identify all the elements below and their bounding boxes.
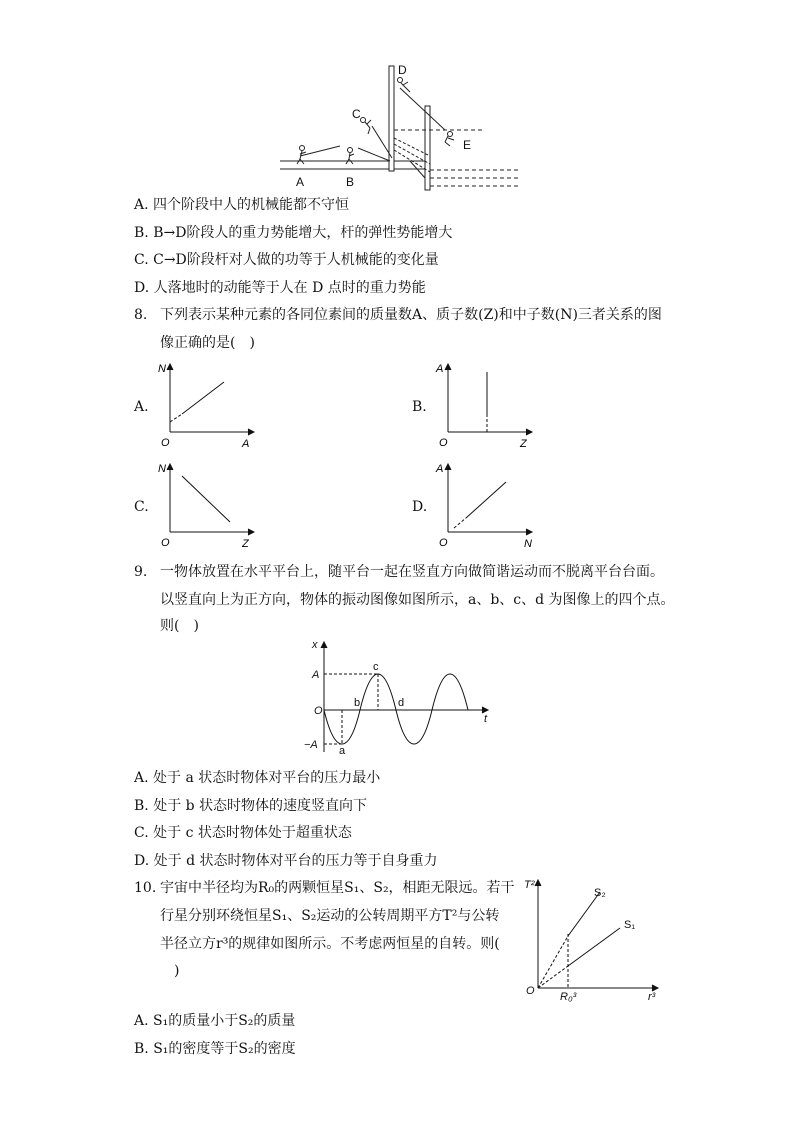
q8-graph-c-x: Z [242,538,249,550]
q8-graph-b-x: Z [520,438,527,450]
q9-axis-t-label: t [484,713,488,725]
q9-point-c: c [373,661,379,673]
q9-option-b: B. 处于 b 状态时物体的速度竖直向下 [134,798,368,814]
q8-graph-b-origin: O [439,437,448,449]
q10-axis-x: r³ [648,991,656,1003]
q7-option-a: A. 四个阶段中人的机械能都不守恒 [134,197,350,213]
q10-origin: O [526,985,535,997]
q9-option-d: D. 处于 d 状态时物体对平台的压力等于自身重力 [134,853,438,869]
q8-stem-line1: 下列表示某种元素的各同位素间的质量数A、质子数(Z)和中子数(N)三者关系的图 [160,307,662,323]
q8-graph-d [430,460,540,550]
q7-option-c: C. C→D阶段杆对人做的功等于人机械能的变化量 [134,252,439,268]
q10-label-s1: S₁ [624,919,636,931]
q10-stem-line3: 半径立方r³的规律如图所示。不考虑两恒星的自转。则( [160,936,500,952]
q8-graph-b [430,360,540,450]
q7-option-d: D. 人落地时的动能等于人在 D 点时的重力势能 [134,280,426,296]
q9-point-a: a [339,745,346,757]
q8-stem-line2: 像正确的是( ) [160,335,255,351]
q9-number: 9. [134,564,148,580]
label-d: D [398,63,407,77]
q8-graph-d-y: A [436,463,444,475]
q10-number: 10. [134,880,157,896]
q9-amp-neg: −A [304,739,318,751]
q10-axis-y: T² [524,879,535,891]
q8-graph-a-origin: O [161,437,170,449]
q8-graph-a [152,360,262,450]
q8-graph-c-origin: O [161,537,170,549]
q8-graph-d-x: N [524,538,532,550]
q9-stem-line2: 以竖直向上为正方向，物体的振动图像如图所示，a、b、c、d 为图像上的四个点。 [160,592,675,608]
q9-stem-line1: 一物体放置在水平平台上，随平台一起在竖直方向做简谐运动而不脱离平台台面。 [160,564,664,580]
q8-graph-b-label: B. [412,399,427,415]
q10-option-a: A. S₁的质量小于S₂的质量 [134,1013,296,1029]
label-a: A [296,175,305,189]
q10-option-b: B. S₁的密度等于S₂的密度 [134,1041,296,1057]
label-e: E [463,138,472,152]
q8-graph-c [152,460,262,550]
q10-kepler-graph [520,876,670,1004]
q9-point-b: b [354,697,361,709]
q9-point-d: d [398,697,405,709]
q8-graph-c-label: C. [134,499,149,515]
label-b: B [346,175,355,189]
q9-origin: O [314,705,323,717]
q8-graph-a-label: A. [134,399,149,415]
q10-stem-line1: 宇宙中半径均为R₀的两颗恒星S₁、S₂，相距无限远。若干 [160,880,515,896]
q9-stem-line3: 则( ) [160,618,199,634]
q10-stem-line2: 行星分别环绕恒星S₁、S₂运动的公转周期平方T²与公转 [160,908,500,924]
q8-graph-d-label: D. [412,499,428,515]
q8-graph-a-y: N [158,363,166,375]
q9-amp-pos: A [312,669,320,681]
pole-vault-figure [270,58,530,193]
q8-graph-c-y: N [158,463,166,475]
q10-stem-line4: ) [174,963,180,979]
q9-option-c: C. 处于 c 状态时物体处于超重状态 [134,825,352,841]
q8-graph-b-y: A [436,363,444,375]
q9-axis-x-label: x [312,640,318,651]
q9-option-a: A. 处于 a 状态时物体对平台的压力最小 [134,770,381,786]
q9-vibration-graph [300,640,500,758]
q10-tick-r0: R₀³ [560,991,577,1003]
q8-graph-a-x: A [242,438,250,450]
label-c: C [352,107,361,121]
q10-label-s2: S₂ [594,887,606,899]
q7-option-b: B. B→D阶段人的重力势能增大，杆的弹性势能增大 [134,225,453,241]
q8-number: 8. [134,307,148,323]
q8-graph-d-origin: O [439,537,448,549]
